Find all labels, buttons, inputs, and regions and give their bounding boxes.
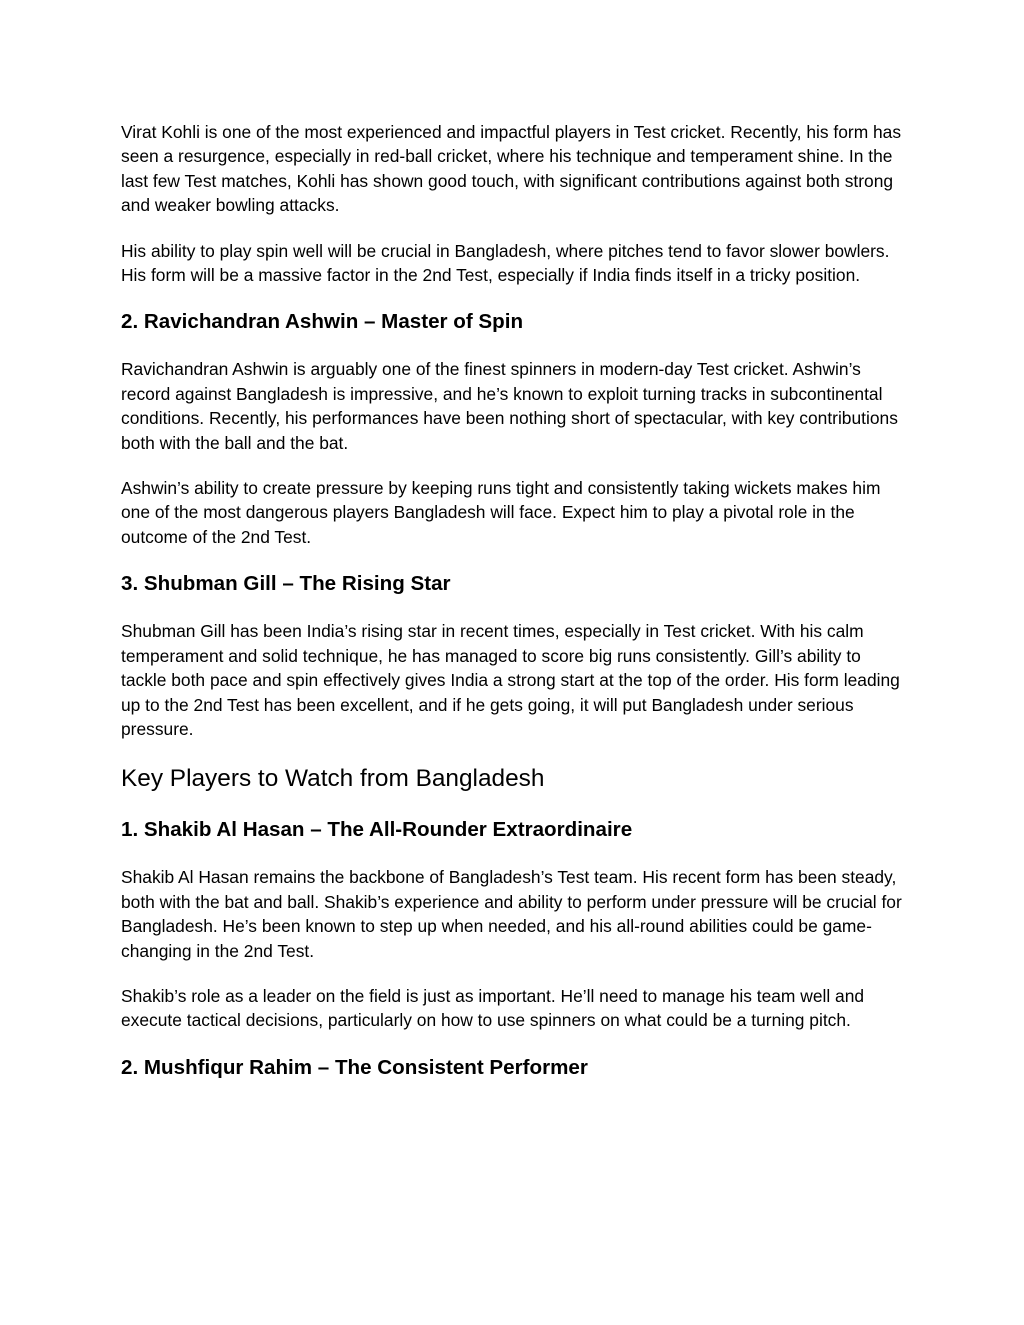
mushfiqur-heading: 2. Mushfiqur Rahim – The Consistent Performer bbox=[121, 1055, 588, 1079]
kohli-paragraph-2: His ability to play spin well will be crucial in Bangladesh, where pitches tend to favor slower bowlers. His form will be a massive factor in the 2nd Test, especially if India finds itself in a tricky position. bbox=[121, 240, 890, 286]
shakib-paragraph-2: Shakib’s role as a leader on the field is just as important. He’ll need to manage his team well and execute tactical decisions, particularly on how to use spinners on what could be a turning pitch. bbox=[121, 985, 865, 1031]
ashwin-paragraph-2: Ashwin’s ability to create pressure by keeping runs tight and consistently taking wickets makes him one of the most dangerous players Bangladesh will face. Expect him to play a pivotal role in the outcome of the 2nd Test. bbox=[121, 478, 881, 547]
document-page bbox=[121, 120, 911, 1103]
shakib-heading: 1. Shakib Al Hasan – The All-Rounder Extraordinaire bbox=[121, 818, 633, 842]
ashwin-paragraph-1: Ravichandran Ashwin is arguably one of the finest spinners in modern-day Test cricket. Ashwin’s record against Bangladesh is impressive, and he’s known to exploit turning tracks in subcontinental conditions. Recently, his performances have been nothing short of spectacular, with key contributions both with the ball and the bat. bbox=[121, 359, 898, 453]
bangladesh-section-heading: Key Players to Watch from Bangladesh bbox=[121, 765, 545, 793]
gill-heading: 3. Shubman Gill – The Rising Star bbox=[121, 572, 451, 596]
shakib-paragraph-1: Shakib Al Hasan remains the backbone of Bangladesh’s Test team. His recent form has been steady, both with the bat and ball. Shakib’s experience and ability to perform under pressure will be crucial for Bangladesh. He’s been known to step up when needed, and his all-round abilities could be game-changing in the 2nd Test. bbox=[121, 867, 902, 961]
ashwin-heading: 2. Ravichandran Ashwin – Master of Spin bbox=[121, 310, 524, 334]
kohli-paragraph-1: Virat Kohli is one of the most experienced and impactful players in Test cricket. Recently, his form has seen a resurgence, especially in red-ball cricket, where his technique and temperament shine. In the last few Test matches, Kohli has shown good touch, with significant contributions against both strong and weaker bowling attacks. bbox=[121, 122, 902, 216]
gill-paragraph-1: Shubman Gill has been India’s rising star in recent times, especially in Test cricket. With his calm temperament and solid technique, he has managed to score big runs consistently. Gill’s ability to tackle both pace and spin effectively gives India a strong start at the top of the order. His form leading up to the 2nd Test has been excellent, and if he gets going, it will put Bangladesh under serious pressure. bbox=[121, 621, 900, 739]
